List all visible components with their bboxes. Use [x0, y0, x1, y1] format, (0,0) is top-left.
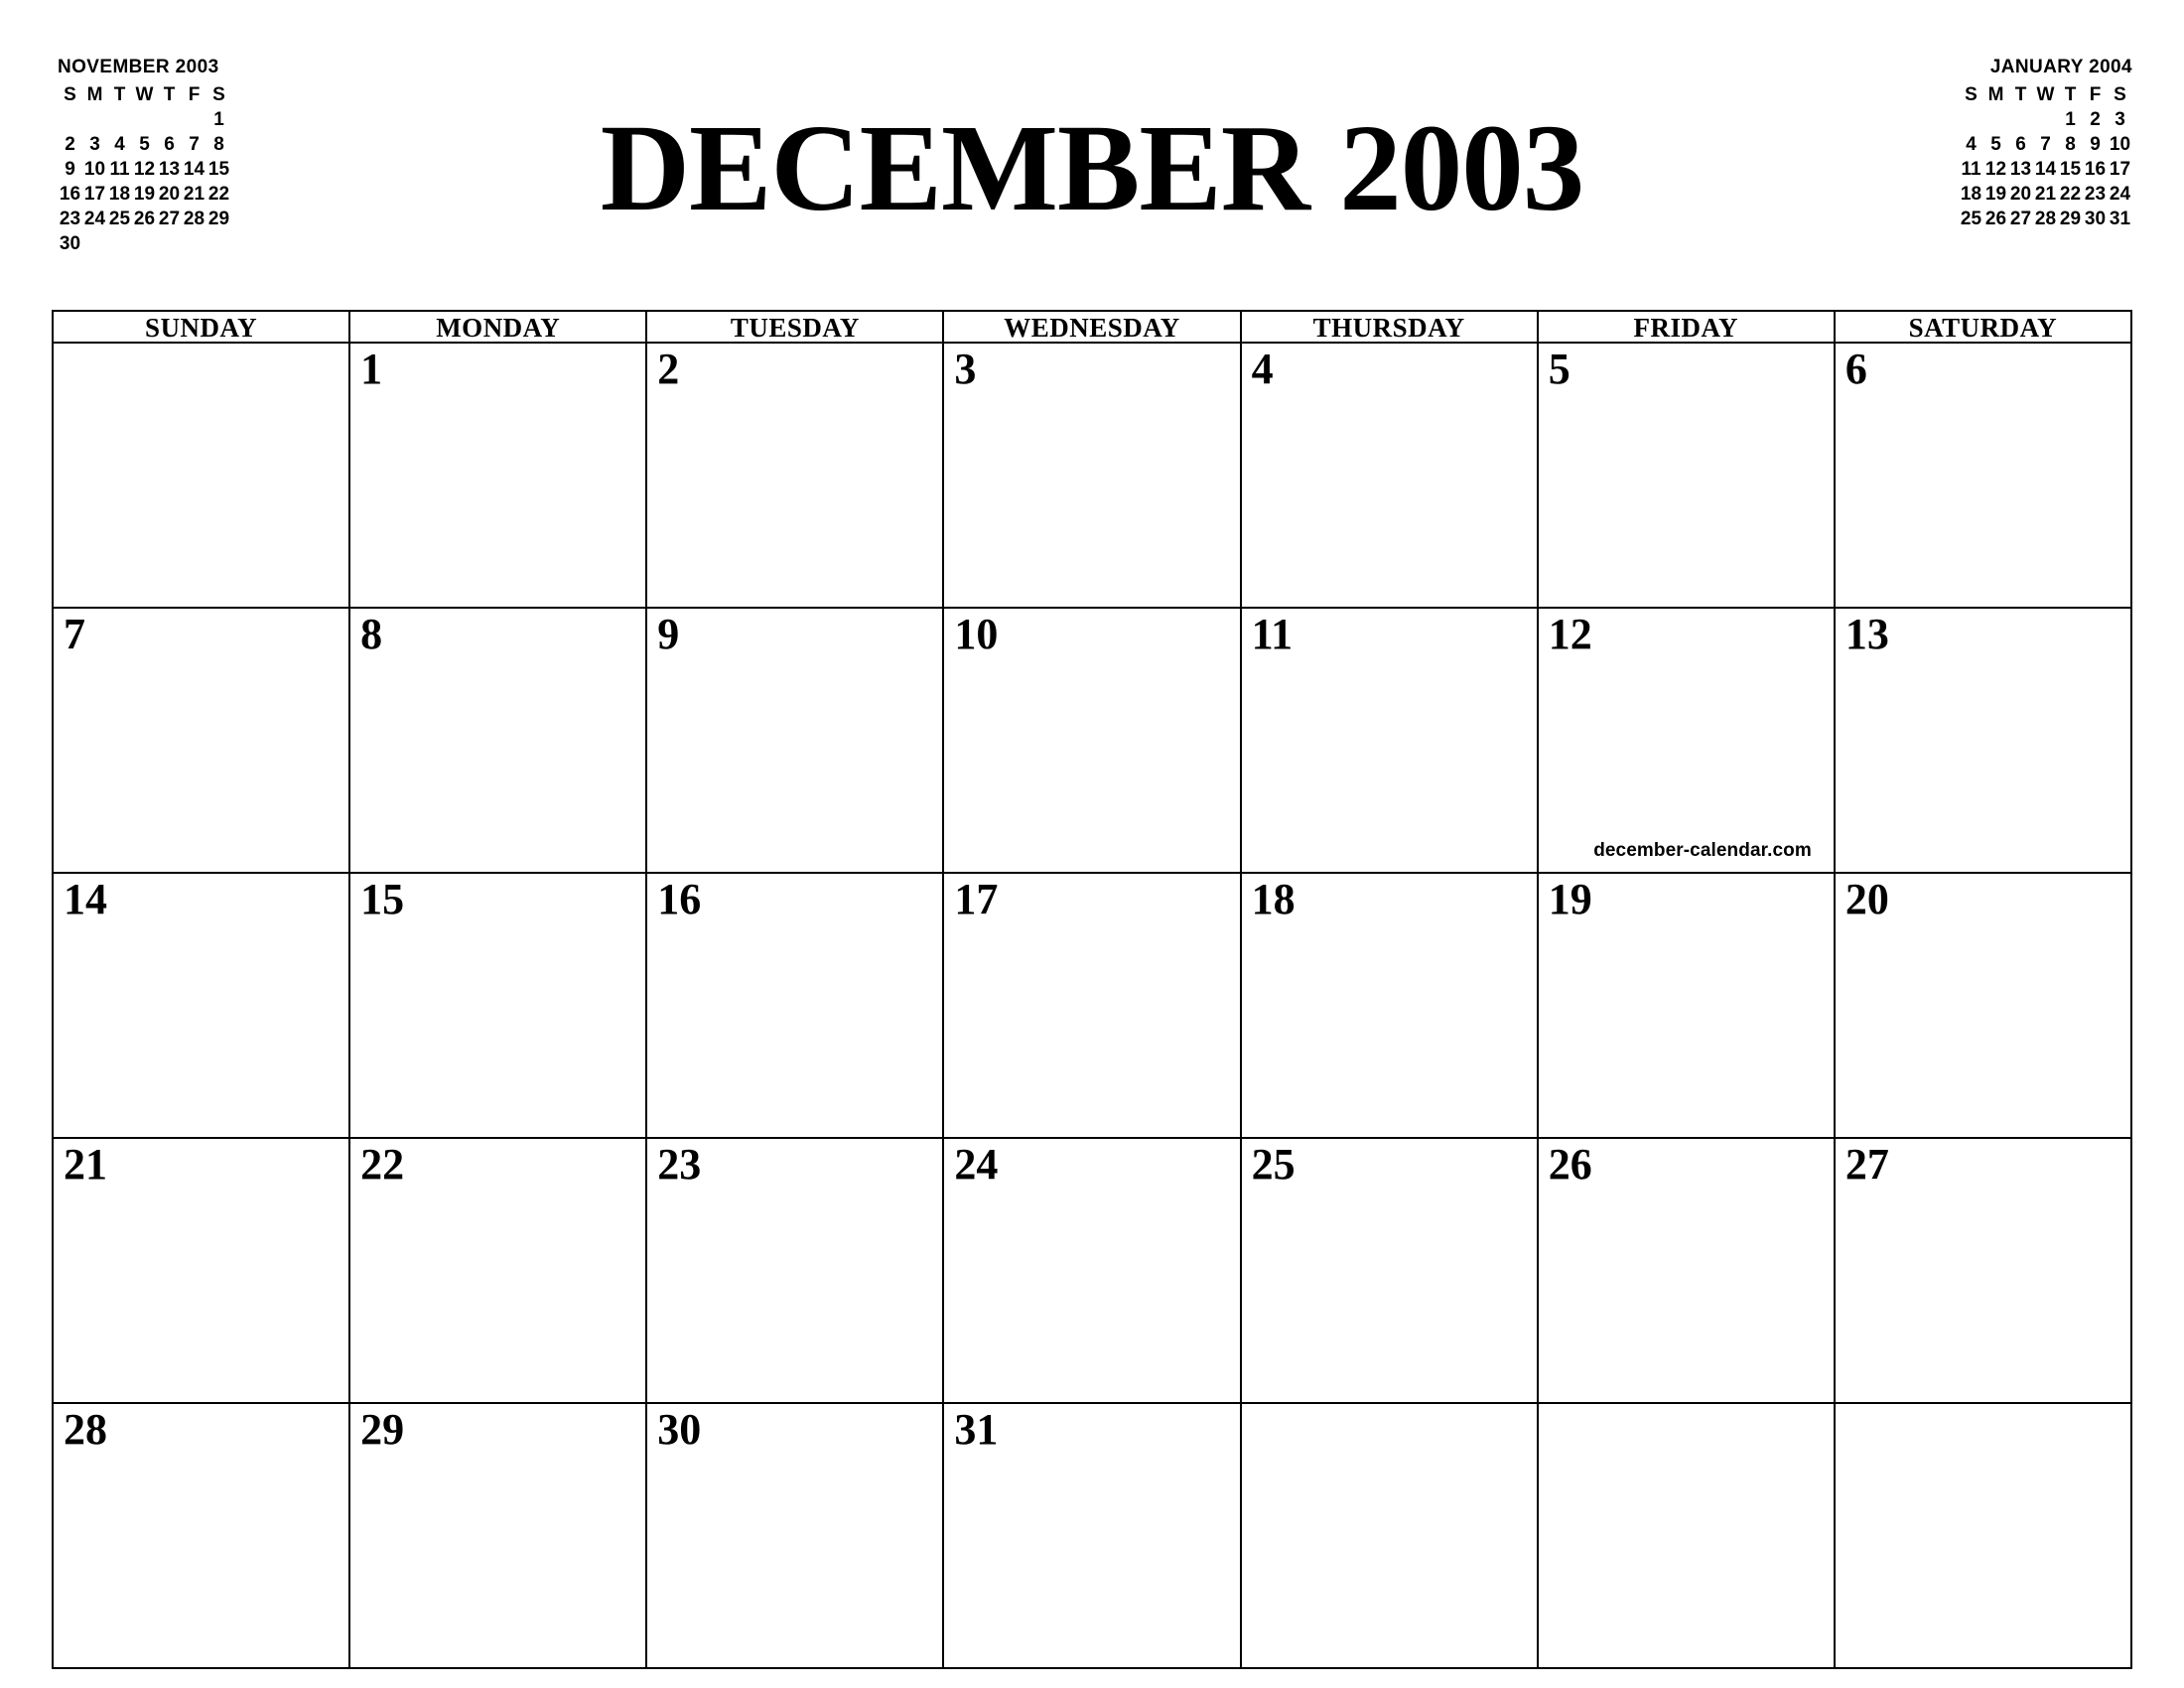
mini-day [1983, 107, 2008, 132]
day-number: 7 [64, 610, 85, 658]
mini-day: 15 [207, 159, 230, 180]
mini-day: 2 [2090, 109, 2101, 130]
day-cell[interactable] [1836, 609, 2132, 874]
mini-day: 19 [1984, 184, 2007, 205]
mini-day: 20 [158, 184, 181, 205]
day-cell[interactable] [1836, 1139, 2132, 1404]
mini-day: 28 [183, 209, 205, 229]
day-cell[interactable] [944, 874, 1241, 1139]
day-number: 12 [1548, 610, 1592, 658]
mini-calendar-next-grid [1959, 82, 2132, 231]
weekday-header-monday: MONDAY [350, 312, 647, 344]
mini-day: 4 [1966, 134, 1977, 155]
weekday-header-tuesday: TUESDAY [647, 312, 944, 344]
day-number: 15 [360, 875, 405, 923]
day-cell[interactable] [1539, 609, 1836, 874]
day-cell[interactable] [647, 344, 944, 609]
mini-day: 1 [2065, 109, 2076, 130]
day-number: 25 [1251, 1140, 1296, 1189]
day-number: 24 [954, 1140, 999, 1189]
mini-day: 13 [2009, 159, 2032, 180]
mini-calendar-previous-title: NOVEMBER 2003 [58, 57, 219, 77]
day-cell[interactable] [944, 1139, 1241, 1404]
day-cell[interactable] [54, 344, 350, 609]
mini-day: 17 [2109, 159, 2131, 180]
weekday-header-saturday: SATURDAY [1836, 312, 2132, 344]
day-cell[interactable] [1539, 874, 1836, 1139]
day-cell[interactable] [944, 1404, 1241, 1669]
day-number: 22 [360, 1140, 405, 1189]
day-number: 28 [64, 1405, 107, 1454]
mini-dow: M [1987, 84, 2004, 105]
mini-dow: S [2114, 84, 2126, 105]
day-number: 9 [657, 610, 680, 658]
mini-dow: S [64, 84, 76, 105]
weekday-header-row [54, 312, 2132, 344]
mini-dow: T [2064, 84, 2077, 105]
mini-day: 12 [1984, 159, 2007, 180]
site-watermark: december-calendar.com [1593, 840, 1812, 861]
day-cell[interactable] [1836, 874, 2132, 1139]
day-number: 5 [1548, 345, 1570, 393]
mini-day: 17 [83, 184, 106, 205]
mini-day: 26 [133, 209, 156, 229]
mini-day: 5 [1990, 134, 2001, 155]
day-cell[interactable] [350, 1139, 647, 1404]
day-cell[interactable] [54, 874, 350, 1139]
month-grid [52, 310, 2132, 1669]
mini-day: 11 [1961, 159, 1981, 180]
mini-day: 23 [59, 209, 81, 229]
day-cell[interactable] [54, 1404, 350, 1669]
weekday-header-wednesday: WEDNESDAY [944, 312, 1241, 344]
mini-day: 25 [1960, 209, 1982, 229]
mini-calendar-next-title: JANUARY 2004 [1989, 57, 2132, 77]
mini-day: 2 [65, 134, 75, 155]
mini-day: 3 [89, 134, 100, 155]
mini-dow: F [188, 84, 201, 105]
mini-day: 31 [2109, 209, 2131, 229]
mini-day [2033, 107, 2058, 132]
mini-day [132, 231, 157, 256]
weeks-container [54, 344, 2132, 1669]
mini-day: 27 [158, 209, 181, 229]
mini-day: 22 [2059, 184, 2082, 205]
day-number: 23 [657, 1140, 702, 1189]
mini-dow: W [135, 84, 154, 105]
mini-day: 1 [213, 109, 224, 130]
day-number: 26 [1548, 1140, 1592, 1189]
mini-day: 14 [2034, 159, 2057, 180]
mini-day: 15 [2059, 159, 2082, 180]
mini-day: 5 [139, 134, 150, 155]
day-number: 27 [1844, 1140, 1889, 1189]
mini-day [157, 231, 182, 256]
day-number: 18 [1251, 875, 1296, 923]
mini-day [82, 231, 107, 256]
day-cell[interactable] [1539, 1139, 1836, 1404]
day-number: 4 [1251, 345, 1274, 393]
day-number: 14 [64, 875, 107, 923]
day-cell[interactable] [1242, 609, 1539, 874]
day-number: 2 [657, 345, 680, 393]
mini-day: 28 [2034, 209, 2057, 229]
mini-dow: T [163, 84, 176, 105]
day-number: 29 [360, 1405, 405, 1454]
day-number: 17 [954, 875, 999, 923]
day-cell[interactable] [54, 1139, 350, 1404]
day-cell[interactable] [1836, 1404, 2132, 1669]
mini-dow: T [2014, 84, 2027, 105]
mini-day: 26 [1984, 209, 2007, 229]
mini-day: 18 [108, 184, 131, 205]
mini-day [107, 231, 132, 256]
mini-day: 27 [2009, 209, 2032, 229]
mini-day: 7 [189, 134, 200, 155]
day-cell[interactable] [350, 609, 647, 874]
day-number: 8 [360, 610, 383, 658]
day-cell[interactable] [350, 874, 647, 1139]
mini-day: 9 [2090, 134, 2101, 155]
day-cell[interactable] [1836, 344, 2132, 609]
day-cell[interactable] [647, 874, 944, 1139]
mini-day [2008, 107, 2033, 132]
mini-day: 12 [133, 159, 156, 180]
day-cell[interactable] [1539, 344, 1836, 609]
mini-dow: T [113, 84, 126, 105]
mini-dow: S [1965, 84, 1978, 105]
day-number: 11 [1251, 610, 1294, 658]
day-cell[interactable] [647, 1139, 944, 1404]
mini-dow: F [2089, 84, 2102, 105]
page-title: DECEMBER 2003 [600, 100, 1584, 237]
day-number: 6 [1844, 345, 1867, 393]
day-cell[interactable] [1242, 874, 1539, 1139]
day-cell[interactable] [944, 344, 1241, 609]
weekday-header-sunday: SUNDAY [54, 312, 350, 344]
mini-day: 29 [207, 209, 230, 229]
mini-day: 3 [2115, 109, 2125, 130]
mini-day: 30 [59, 233, 81, 254]
day-cell[interactable] [944, 609, 1241, 874]
day-cell[interactable] [1242, 344, 1539, 609]
mini-day: 21 [183, 184, 205, 205]
day-number: 16 [657, 875, 702, 923]
mini-day: 18 [1960, 184, 1982, 205]
mini-day: 19 [133, 184, 156, 205]
day-number: 10 [954, 610, 999, 658]
mini-day: 21 [2034, 184, 2057, 205]
day-number: 13 [1844, 610, 1889, 658]
day-number: 1 [360, 345, 383, 393]
mini-day: 9 [65, 159, 75, 180]
mini-day: 6 [164, 134, 175, 155]
mini-day: 20 [2009, 184, 2032, 205]
mini-day [182, 231, 206, 256]
day-number: 31 [954, 1405, 999, 1454]
mini-day: 4 [114, 134, 125, 155]
mini-dow: S [212, 84, 225, 105]
mini-day: 13 [158, 159, 181, 180]
day-number: 19 [1548, 875, 1592, 923]
mini-day: 10 [2109, 134, 2131, 155]
mini-dow: M [86, 84, 103, 105]
day-number: 30 [657, 1405, 702, 1454]
mini-day: 24 [83, 209, 106, 229]
day-cell[interactable] [1242, 1139, 1539, 1404]
mini-day: 16 [59, 184, 81, 205]
mini-day [206, 231, 231, 256]
day-cell[interactable] [1242, 1404, 1539, 1669]
mini-day: 16 [2084, 159, 2107, 180]
mini-day: 30 [2084, 209, 2107, 229]
mini-day: 24 [2109, 184, 2131, 205]
mini-day: 11 [109, 159, 130, 180]
mini-day: 22 [207, 184, 230, 205]
day-number: 3 [954, 345, 977, 393]
day-cell[interactable] [647, 609, 944, 874]
mini-day [1959, 107, 1983, 132]
mini-calendar-next-month [1959, 55, 2132, 231]
mini-day: 8 [213, 134, 224, 155]
day-cell[interactable] [647, 1404, 944, 1669]
mini-day: 10 [83, 159, 106, 180]
mini-day: 7 [2040, 134, 2051, 155]
day-cell[interactable] [350, 1404, 647, 1669]
mini-day: 25 [108, 209, 131, 229]
day-number: 20 [1844, 875, 1889, 923]
mini-day: 14 [183, 159, 205, 180]
mini-day: 8 [2065, 134, 2076, 155]
day-number: 21 [64, 1140, 107, 1189]
weekday-header-thursday: THURSDAY [1242, 312, 1539, 344]
weekday-header-friday: FRIDAY [1539, 312, 1836, 344]
calendar-header [0, 0, 2184, 298]
mini-day: 29 [2059, 209, 2082, 229]
mini-dow: W [2036, 84, 2055, 105]
day-cell[interactable] [350, 344, 647, 609]
mini-day: 23 [2084, 184, 2107, 205]
day-cell[interactable] [1539, 1404, 1836, 1669]
day-cell[interactable] [54, 609, 350, 874]
mini-day: 6 [2015, 134, 2026, 155]
